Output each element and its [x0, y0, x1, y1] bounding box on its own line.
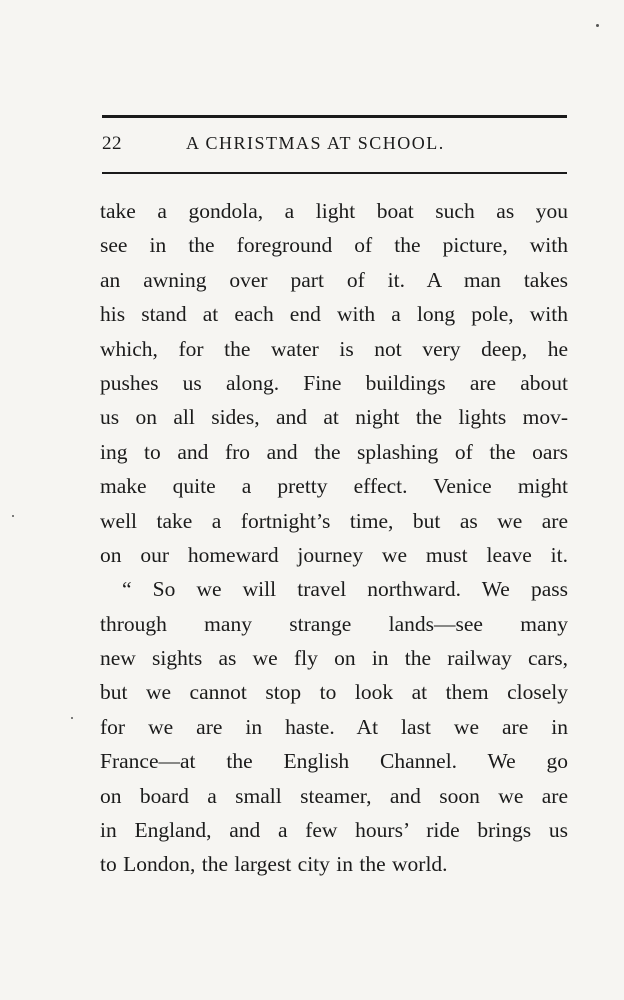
text-line: which, for the water is not very deep, he [100, 336, 568, 361]
print-speck [596, 24, 599, 27]
text-line: but we cannot stop to look at them closely [100, 680, 568, 705]
text-line: make quite a pretty effect. Venice might [100, 474, 568, 499]
print-speck [12, 515, 14, 517]
text-line: take a gondola, a light boat such as you [100, 199, 568, 223]
page-number: 22 [102, 133, 122, 154]
text-line: to London, the largest city in the world. [100, 852, 448, 877]
text-line: through many strange lands—see many [100, 611, 568, 636]
text-line: his stand at each end with a long pole, with [100, 302, 568, 327]
text-line: pushes us along. Fine buildings are about [100, 370, 568, 395]
text-line: new sights as we fly on in the railway cars, [100, 646, 568, 671]
text-line: an awning over part of it. A man takes [100, 267, 568, 292]
running-title: A CHRISTMAS AT SCHOOL. [186, 133, 445, 153]
text-line: France—at the English Channel. We go [100, 749, 568, 774]
text-line: see in the foreground of the picture, with [100, 233, 568, 258]
text-line: on board a small steamer, and soon we are [100, 783, 568, 808]
running-head [102, 133, 567, 157]
text-line: well take a fortnight’s time, but as we are [100, 508, 568, 533]
text-line: “ So we will travel northward. We pass [122, 577, 568, 602]
text-line: on our homeward journey we must leave it. [100, 542, 568, 567]
text-line: us on all sides, and at night the lights mov- [100, 405, 568, 430]
text-line: in England, and a few hours’ ride brings us [100, 818, 568, 843]
text-line: ing to and fro and the splashing of the oars [100, 439, 568, 464]
print-speck [71, 717, 73, 719]
text-line: for we are in haste. At last we are in [100, 714, 568, 739]
header-bottom-rule [102, 172, 567, 174]
body-text [100, 194, 568, 882]
header-top-rule [102, 115, 567, 118]
